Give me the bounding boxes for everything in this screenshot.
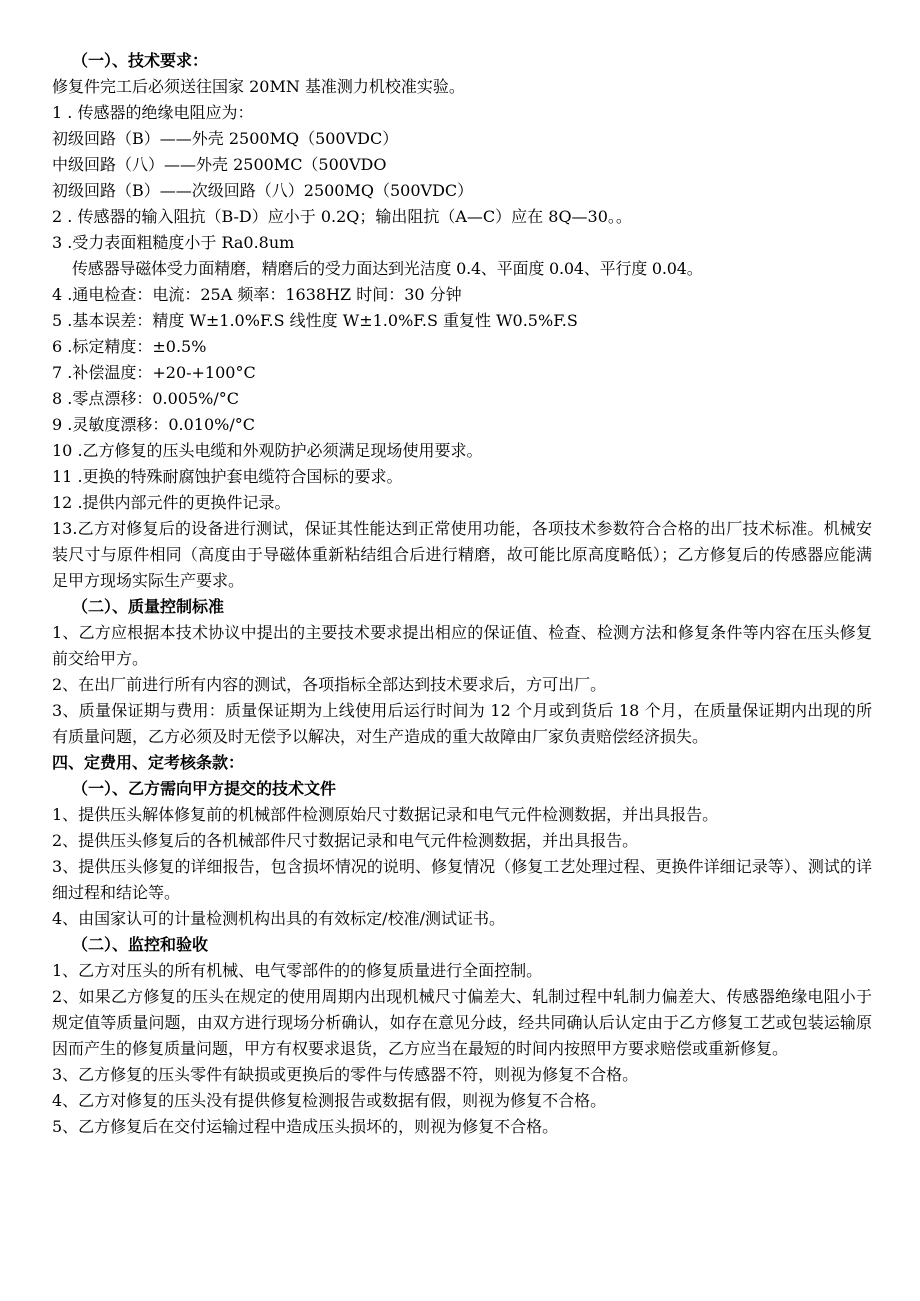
list-item: 4、乙方对修复的压头没有提供修复检测报告或数据有假，则视为修复不合格。 — [52, 1091, 607, 1110]
list-item: 4、由国家认可的计量检测机构出具的有效标定/校准/测试证书。 — [52, 909, 505, 928]
document-page — [52, 48, 872, 1140]
list-item: 7 .补偿温度：+20-+100°C — [52, 363, 256, 382]
list-item: 8 .零点漂移：0.005%/°C — [52, 389, 239, 408]
intro-paragraph: 修复件完工后必须送往国家 20MN 基准测力机校准实验。 — [52, 77, 465, 96]
list-item: 3、乙方修复的压头零件有缺损或更换后的零件与传感器不符，则视为修复不合格。 — [52, 1065, 639, 1084]
list-item: 1 . 传感器的绝缘电阻应为： — [52, 103, 254, 122]
list-item: 1、乙方对压头的所有机械、电气零部件的的修复质量进行全面控制。 — [52, 961, 543, 980]
list-item: 3、提供压头修复的详细报告，包含损坏情况的说明、修复情况（修复工艺处理过程、更换件详细记录等）、测试的详细过程和结论等。 — [52, 857, 872, 902]
list-item: 1、提供压头解体修复前的机械部件检测原始尺寸数据记录和电气元件检测数据，并出具报告。 — [52, 805, 719, 824]
list-item: 9 .灵敏度漂移：0.010%/°C — [52, 415, 255, 434]
list-item: 1、乙方应根据本技术协议中提出的主要技术要求提出相应的保证值、检查、检测方法和修复条件等内容在压头修复前交给甲方。 — [52, 623, 872, 668]
list-item: 11 .更换的特殊耐腐蚀护套电缆符合国标的要求。 — [52, 467, 403, 486]
section-title-technical-requirements: （一）、技术要求： — [72, 51, 209, 70]
list-item: 5、乙方修复后在交付运输过程中造成压头损坏的，则视为修复不合格。 — [52, 1117, 559, 1136]
list-item: 10 .乙方修复的压头电缆和外观防护必须满足现场使用要求。 — [52, 441, 483, 460]
list-item: 5 .基本误差：精度 W±1.0%F.S 线性度 W±1.0%F.S 重复性 W0.5%F.S — [52, 311, 578, 330]
section-title-technical-documents: （一）、乙方需向甲方提交的技术文件 — [72, 779, 337, 798]
list-item: 初级回路（B）——外壳 2500MQ（500VDC） — [52, 129, 399, 148]
list-item: 13.乙方对修复后的设备进行测试，保证其性能达到正常使用功能，各项技术参数符合合格的出厂技术标准。机械安装尺寸与原件相同（高度由于导磁体重新粘结组合后进行精磨，故可能比原高度略低）；乙方修复后的传感器应能满足甲方现场实际生产要求。 — [52, 519, 872, 590]
list-item: 6 .标定精度：±0.5% — [52, 337, 207, 356]
section-title-fees-assessment: 四、定费用、定考核条款： — [52, 753, 245, 772]
list-item: 4 .通电检查：电流：25A 频率：1638HZ 时间：30 分钟 — [52, 285, 462, 304]
list-item: 12 .提供内部元件的更换件记录。 — [52, 493, 291, 512]
list-item: 2 . 传感器的输入阻抗（B-D）应小于 0.2Q；输出阻抗（A—C）应在 8Q—30。。 — [52, 207, 632, 226]
list-item: 2、在出厂前进行所有内容的测试，各项指标全部达到技术要求后，方可出厂。 — [52, 675, 607, 694]
section-title-monitoring-acceptance: （二）、监控和验收 — [72, 935, 209, 954]
list-item: 中级回路（八）——外壳 2500MC（500VDO — [52, 155, 387, 174]
list-item: 2、如果乙方修复的压头在规定的使用周期内出现机械尺寸偏差大、轧制过程中轧制力偏差大、传感器绝缘电阻小于规定值等质量问题，由双方进行现场分析确认，如存在意见分歧，经共同确认后认定由于乙方修复工艺或包装运输原因而产生的修复质量问题，甲方有权要求退货，乙方应当在最短的时间内按照甲方要求赔偿或重新修复。 — [52, 987, 872, 1058]
list-item: 初级回路（B）——次级回路（八）2500MQ（500VDC） — [52, 181, 474, 200]
section-title-quality-control: （二）、质量控制标准 — [72, 597, 225, 616]
list-item: 3、质量保证期与费用：质量保证期为上线使用后运行时间为 12 个月或到货后 18 个月，在质量保证期内出现的所有质量问题，乙方必须及时无偿予以解决，对生产造成的重大故障由厂家负责赔偿经济损失。 — [52, 701, 872, 746]
list-item: 2、提供压头修复后的各机械部件尺寸数据记录和电气元件检测数据，并出具报告。 — [52, 831, 639, 850]
list-item: 3 .受力表面粗糙度小于 Ra0.8um — [52, 233, 295, 252]
list-item: 传感器导磁体受力面精磨，精磨后的受力面达到光洁度 0.4、平面度 0.04、平行度 0.04。 — [72, 259, 703, 278]
